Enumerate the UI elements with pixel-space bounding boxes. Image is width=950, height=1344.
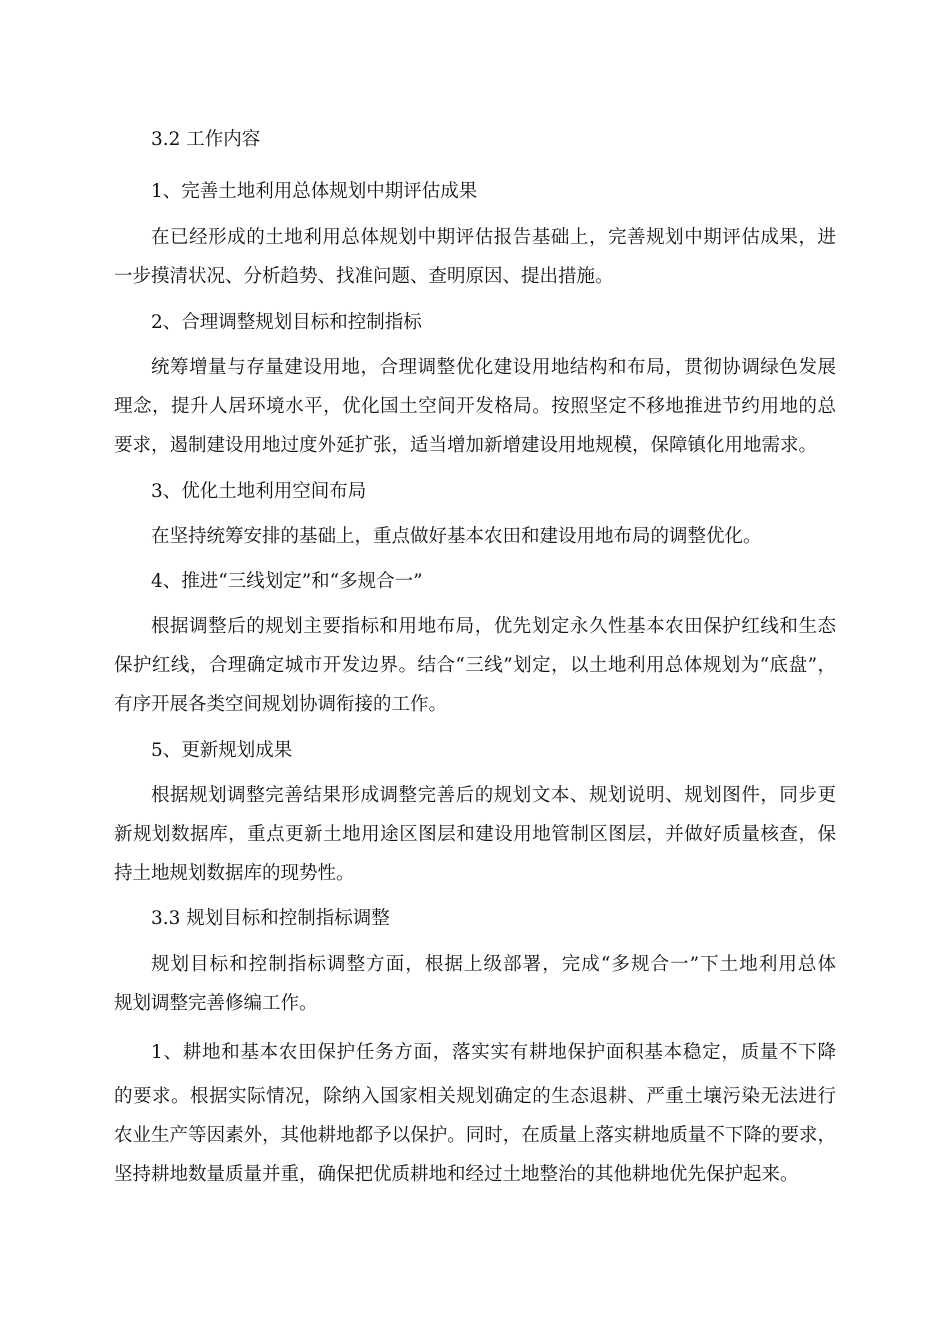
paragraph-line: 根据调整后的规划主要指标和用地布局，优先划定永久性基本农田保护红线和生态	[151, 616, 836, 637]
item-heading-2: 2、合理调整规划目标和控制指标	[151, 312, 422, 333]
paragraph-line: 新规划数据库，重点更新土地用途区图层和建设用地管制区图层，并做好质量核查，保	[114, 824, 836, 845]
paragraph-line: 在坚持统筹安排的基础上，重点做好基本农田和建设用地布局的调整优化。	[151, 526, 762, 547]
paragraph-line: 一步摸清状况、分析趋势、找准问题、查明原因、提出措施。	[114, 266, 614, 287]
paragraph-line: 农业生产等因素外，其他耕地都予以保护。同时，在质量上落实耕地质量不下降的要求，	[114, 1125, 836, 1146]
paragraph-line: 的要求。根据实际情况，除纳入国家相关规划确定的生态退耕、严重土壤污染无法进行	[114, 1086, 836, 1107]
paragraph-line: 持土地规划数据库的现势性。	[114, 863, 355, 884]
section-heading-3-2: 3.2 工作内容	[151, 129, 261, 150]
paragraph-line: 理念，提升人居环境水平，优化国土空间开发格局。按照坚定不移地推进节约用地的总	[114, 396, 836, 417]
paragraph-line: 规划调整完善修编工作。	[114, 993, 318, 1014]
paragraph-line: 1、耕地和基本农田保护任务方面，落实实有耕地保护面积基本稳定，质量不下降	[151, 1042, 836, 1063]
section-heading-3-3: 3.3 规划目标和控制指标调整	[151, 908, 390, 929]
paragraph-line: 统筹增量与存量建设用地，合理调整优化建设用地结构和布局，贯彻协调绿色发展	[151, 357, 836, 378]
paragraph-line: 坚持耕地数量质量并重，确保把优质耕地和经过土地整治的其他耕地优先保护起来。	[114, 1164, 799, 1185]
item-heading-4: 4、推进“三线划定”和“多规合一”	[151, 571, 423, 592]
item-heading-1: 1、完善土地利用总体规划中期评估成果	[151, 181, 478, 202]
paragraph-line: 要求，遏制建设用地过度外延扩张，适当增加新增建设用地规模，保障镇化用地需求。	[114, 435, 818, 456]
paragraph-line: 根据规划调整完善结果形成调整完善后的规划文本、规划说明、规划图件，同步更	[151, 785, 836, 806]
item-heading-5: 5、更新规划成果	[151, 740, 293, 761]
paragraph-line: 有序开展各类空间规划协调衔接的工作。	[114, 694, 448, 715]
paragraph-line: 在已经形成的土地利用总体规划中期评估报告基础上，完善规划中期评估成果，进	[151, 227, 836, 248]
paragraph-line: 保护红线，合理确定城市开发边界。结合“三线”划定，以土地利用总体规划为“底盘”，	[114, 655, 836, 676]
paragraph-line: 规划目标和控制指标调整方面，根据上级部署，完成“多规合一”下土地利用总体	[151, 954, 836, 975]
item-heading-3: 3、优化土地利用空间布局	[151, 481, 367, 502]
